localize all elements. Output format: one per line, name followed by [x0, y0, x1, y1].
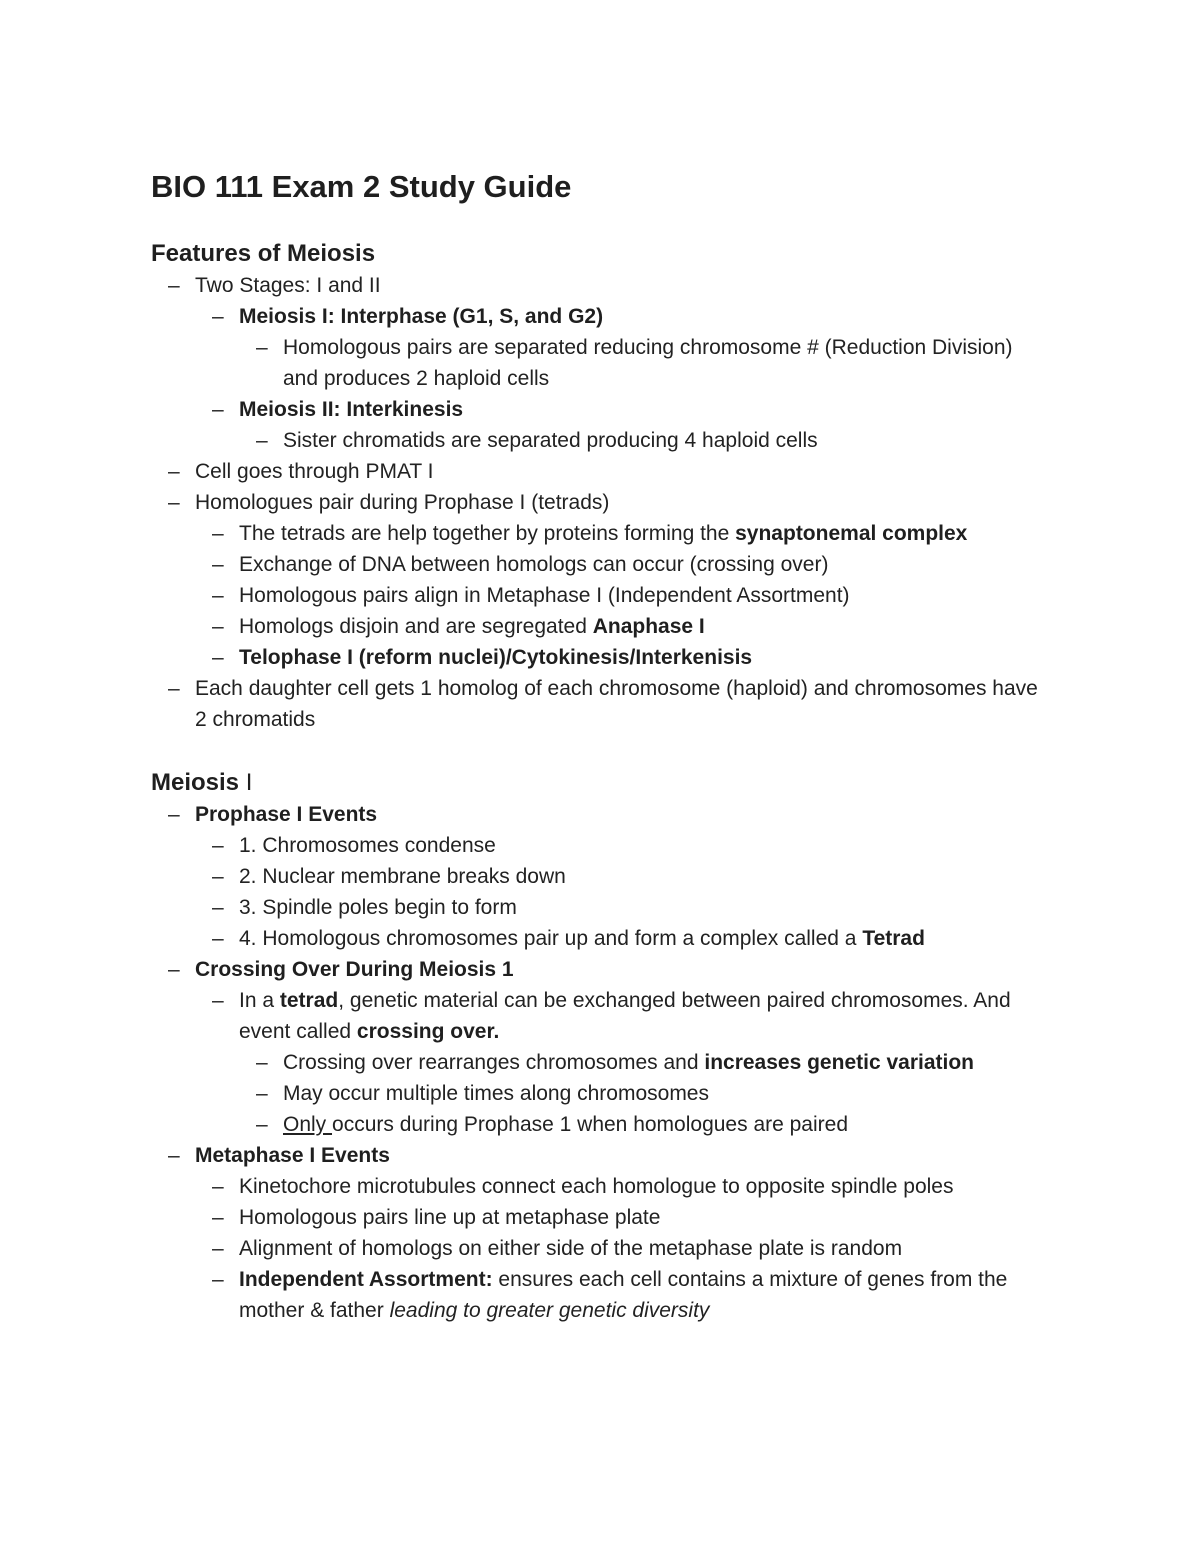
- dash-bullet: –: [168, 460, 180, 483]
- document-title: BIO 111 Exam 2 Study Guide: [151, 169, 572, 204]
- list-item: – Two Stages: I and II: [151, 270, 1051, 301]
- list-item: – Alignment of homologs on either side of the metaphase plate is random: [151, 1233, 1051, 1264]
- dash-bullet: –: [212, 834, 224, 857]
- list-item: – The tetrads are help together by proteins forming the synaptonemal complex: [151, 518, 1051, 549]
- list-item: – Exchange of DNA between homologs can occur (crossing over): [151, 549, 1051, 580]
- section-heading-meiosis-i: Meiosis I: [151, 769, 253, 796]
- dash-bullet: –: [256, 1082, 268, 1105]
- dash-bullet: –: [168, 274, 180, 297]
- list-item: – Meiosis I: Interphase (G1, S, and G2): [151, 301, 1051, 332]
- list-item: – Cell goes through PMAT I: [151, 456, 1051, 487]
- study-guide-page: [151, 168, 1051, 1326]
- dash-bullet: –: [212, 646, 224, 669]
- list-item: – May occur multiple times along chromosomes: [151, 1078, 1051, 1109]
- list-item: – Homologues pair during Prophase I (tetrads): [151, 487, 1051, 518]
- dash-bullet: –: [256, 336, 268, 359]
- list-item: – 2. Nuclear membrane breaks down: [151, 861, 1051, 892]
- dash-bullet: –: [256, 429, 268, 452]
- dash-bullet: –: [168, 491, 180, 514]
- list-item: – Meiosis II: Interkinesis: [151, 394, 1051, 425]
- dash-bullet: –: [168, 958, 180, 981]
- list-item: – Independent Assortment: ensures each cell contains a mixture of genes from the mother & father leading to greater genetic diversity: [151, 1264, 1051, 1326]
- dash-bullet: –: [212, 1237, 224, 1260]
- list-item: – Crossing Over During Meiosis 1: [151, 954, 1051, 985]
- list-item: – Telophase I (reform nuclei)/Cytokinesis/Interkenisis: [151, 642, 1051, 673]
- dash-bullet: –: [212, 896, 224, 919]
- dash-bullet: –: [168, 803, 180, 826]
- dash-bullet: –: [212, 865, 224, 888]
- list-item: – Kinetochore microtubules connect each homologue to opposite spindle poles: [151, 1171, 1051, 1202]
- list-item: – Sister chromatids are separated producing 4 haploid cells: [151, 425, 1051, 456]
- list-item: – 3. Spindle poles begin to form: [151, 892, 1051, 923]
- dash-bullet: –: [212, 1175, 224, 1198]
- list-item: – Prophase I Events: [151, 799, 1051, 830]
- list-item: – Only occurs during Prophase 1 when homologues are paired: [151, 1109, 1051, 1140]
- list-item: – In a tetrad, genetic material can be exchanged between paired chromosomes. And event called crossing over.: [151, 985, 1051, 1047]
- list-item: – Metaphase I Events: [151, 1140, 1051, 1171]
- list-item: – Homologous pairs line up at metaphase plate: [151, 1202, 1051, 1233]
- list-item: – Homologs disjoin and are segregated Anaphase I: [151, 611, 1051, 642]
- dash-bullet: –: [256, 1113, 268, 1136]
- dash-bullet: –: [212, 553, 224, 576]
- dash-bullet: –: [212, 305, 224, 328]
- dash-bullet: –: [212, 398, 224, 421]
- dash-bullet: –: [212, 927, 224, 950]
- list-item: – Crossing over rearranges chromosomes and increases genetic variation: [151, 1047, 1051, 1078]
- dash-bullet: –: [212, 989, 224, 1012]
- meiosis-i-list: [151, 799, 1051, 1326]
- list-item: – Homologous pairs align in Metaphase I (Independent Assortment): [151, 580, 1051, 611]
- section-heading-features-of-meiosis: Features of Meiosis: [151, 240, 376, 267]
- dash-bullet: –: [168, 677, 180, 700]
- list-item: – 4. Homologous chromosomes pair up and form a complex called a Tetrad: [151, 923, 1051, 954]
- list-item: – 1. Chromosomes condense: [151, 830, 1051, 861]
- features-list: [151, 270, 1051, 735]
- dash-bullet: –: [212, 584, 224, 607]
- dash-bullet: –: [256, 1051, 268, 1074]
- dash-bullet: –: [168, 1144, 180, 1167]
- dash-bullet: –: [212, 1268, 224, 1291]
- dash-bullet: –: [212, 615, 224, 638]
- dash-bullet: –: [212, 522, 224, 545]
- list-item: – Homologous pairs are separated reducing chromosome # (Reduction Division) and produces 2 haploid cells: [151, 332, 1051, 394]
- list-item: – Each daughter cell gets 1 homolog of each chromosome (haploid) and chromosomes have 2 chromatids: [151, 673, 1051, 735]
- dash-bullet: –: [212, 1206, 224, 1229]
